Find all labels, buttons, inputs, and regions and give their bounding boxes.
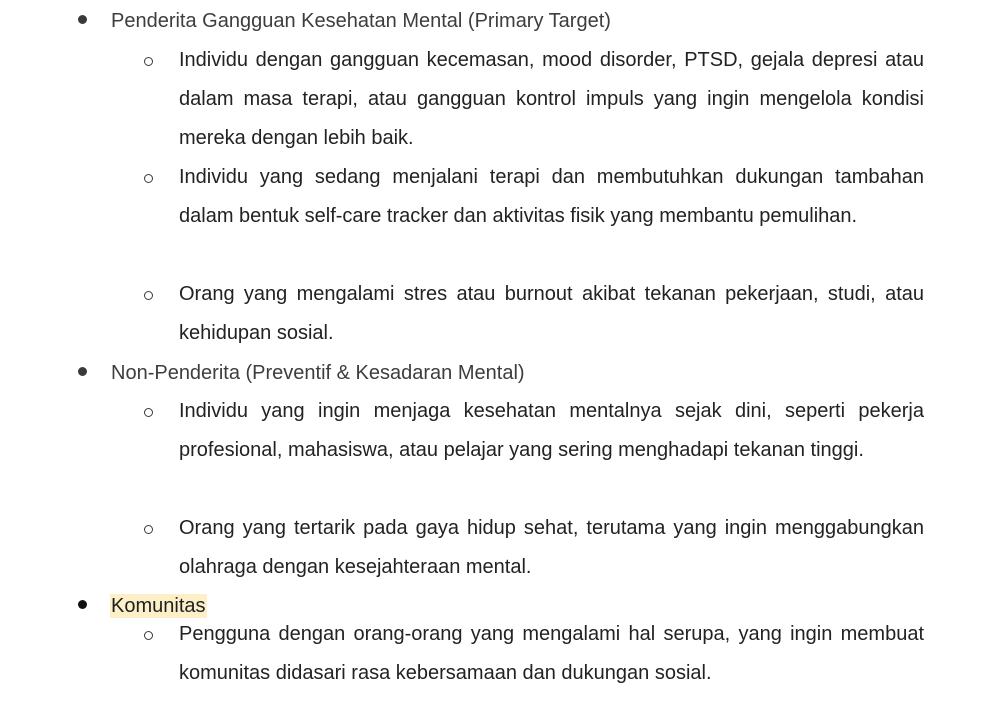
hollow-bullet-icon bbox=[144, 631, 153, 640]
section-title: Penderita Gangguan Kesehatan Mental (Primary Target) bbox=[111, 10, 611, 32]
hollow-bullet-icon bbox=[144, 174, 153, 183]
hollow-bullet-icon bbox=[144, 408, 153, 417]
list-item-text: Orang yang tertarik pada gaya hidup sehat, terutama yang ingin menggabungkan olahraga dengan kesejahteraan mental. bbox=[179, 517, 924, 578]
list-item-text: Individu yang ingin menjaga kesehatan mentalnya sejak dini, seperti pekerja profesional, mahasiswa, atau pelajar yang sering menghadapi tekanan tinggi. bbox=[179, 400, 924, 461]
filled-bullet-icon bbox=[78, 367, 87, 376]
list-item-text: Individu yang sedang menjalani terapi dan membutuhkan dukungan tambahan dalam bentuk self-care tracker dan aktivitas fisik yang membantu pemulihan. bbox=[179, 166, 924, 227]
filled-bullet-icon bbox=[78, 600, 87, 609]
list-item-text: Individu dengan gangguan kecemasan, mood disorder, PTSD, gejala depresi atau dalam masa terapi, atau gangguan kontrol impuls yang ingin mengelola kondisi mereka dengan lebih baik. bbox=[179, 49, 924, 149]
hollow-bullet-icon bbox=[144, 525, 153, 534]
list-item-text: Pengguna dengan orang-orang yang mengalami hal serupa, yang ingin membuat komunitas didasari rasa kebersamaan dan dukungan sosial. bbox=[179, 623, 924, 684]
hollow-bullet-icon bbox=[144, 57, 153, 66]
list-item-text: Orang yang mengalami stres atau burnout akibat tekanan pekerjaan, studi, atau kehidupan sosial. bbox=[179, 283, 924, 344]
filled-bullet-icon bbox=[78, 15, 87, 24]
hollow-bullet-icon bbox=[144, 291, 153, 300]
section-title-highlighted: Komunitas bbox=[111, 595, 206, 617]
section-title: Non-Penderita (Preventif & Kesadaran Mental) bbox=[111, 362, 525, 384]
